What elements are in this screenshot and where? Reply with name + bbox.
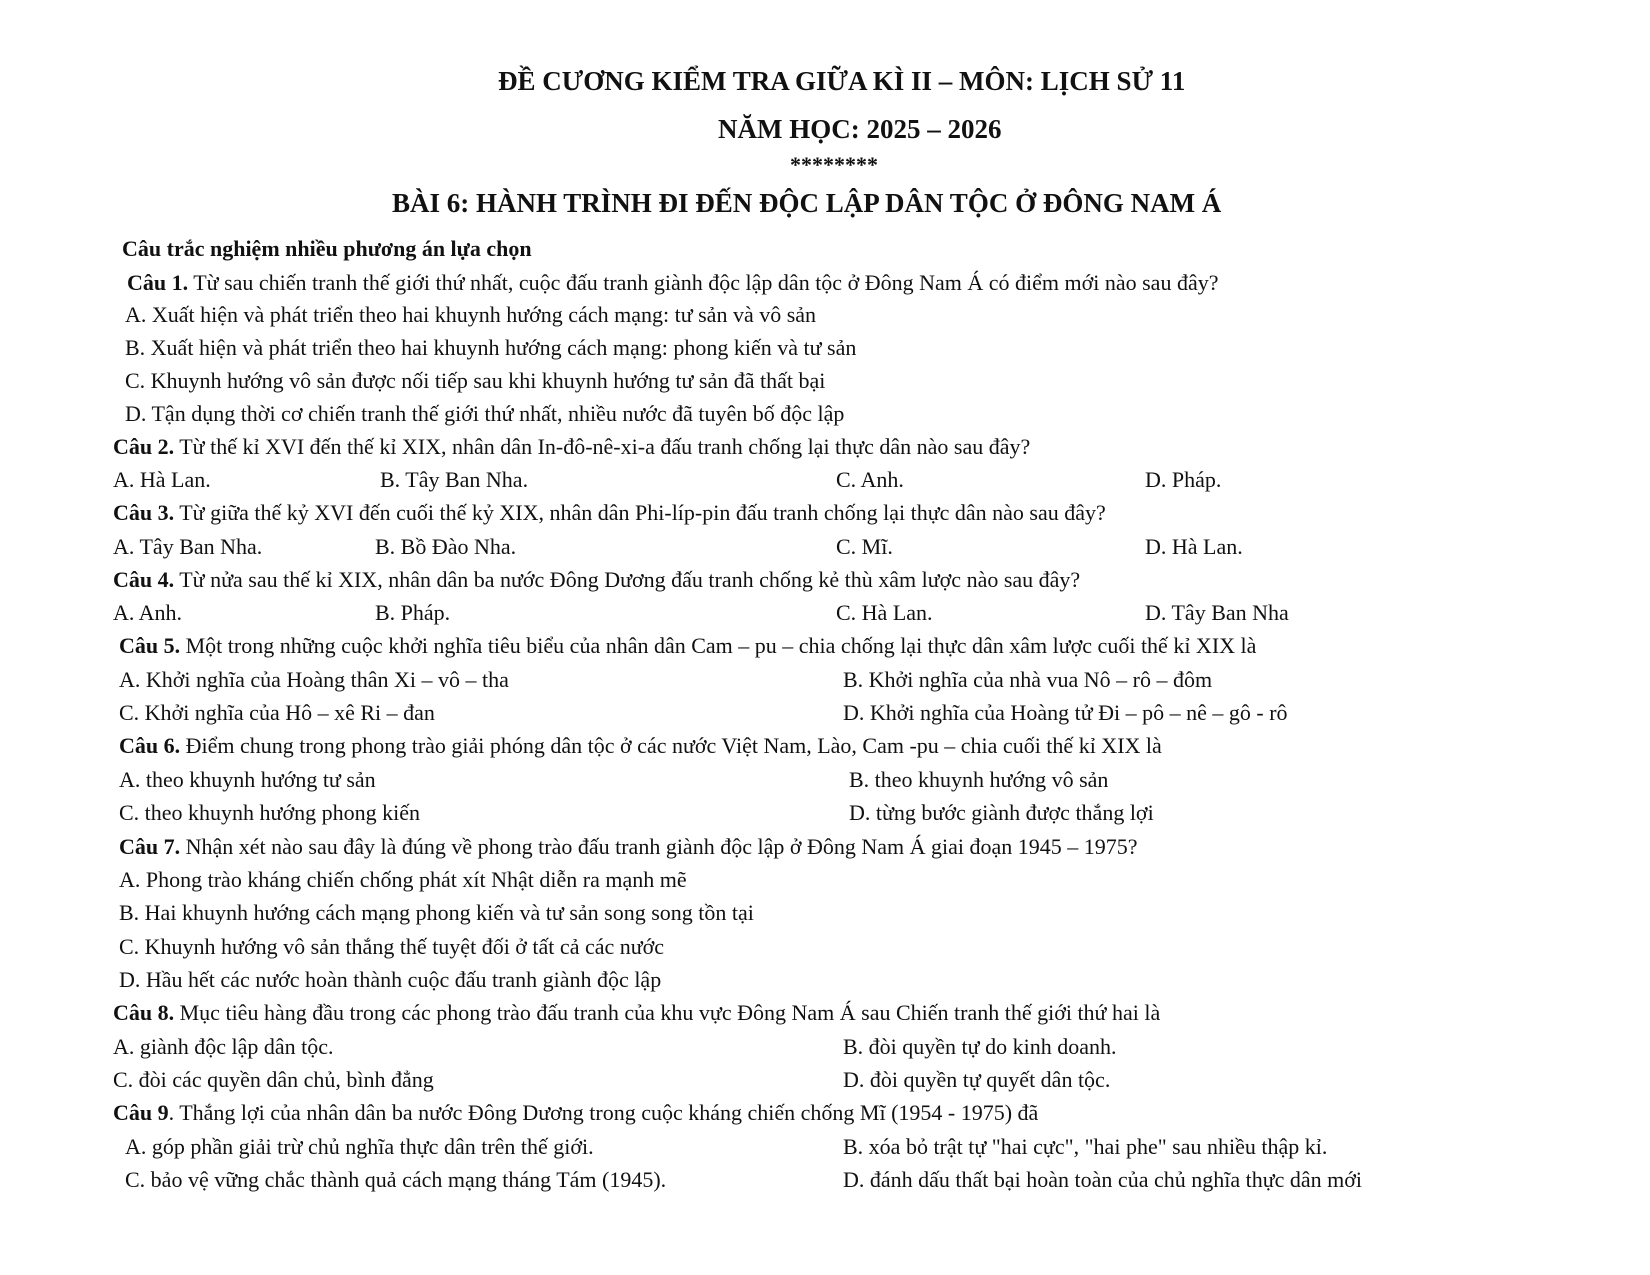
question-5: [119, 633, 1256, 659]
option-2d: D. Pháp.: [1145, 467, 1222, 492]
option-4c: C. Hà Lan.: [836, 600, 933, 625]
option-9b: B. xóa bỏ trật tự "hai cực", "hai phe" sau nhiều thập kỉ.: [843, 1134, 1328, 1159]
option-7b: B. Hai khuynh hướng cách mạng phong kiến và tư sản song song tồn tại: [119, 900, 754, 925]
lesson-title: BÀI 6: HÀNH TRÌNH ĐI ĐẾN ĐỘC LẬP DÂN TỘC Ở ĐÔNG NAM Á: [392, 188, 1222, 218]
question-9: [113, 1100, 1038, 1126]
option-5c: C. Khởi nghĩa của Hô – xê Ri – đan: [119, 700, 435, 725]
question-label: Câu 5.: [119, 633, 181, 658]
option-1d: D. Tận dụng thời cơ chiến tranh thế giới thứ nhất, nhiều nước đã tuyên bố độc lập: [125, 401, 845, 426]
question-label: Câu 7.: [119, 834, 181, 859]
question-2: [113, 434, 1030, 460]
option-1b: B. Xuất hiện và phát triển theo hai khuynh hướng cách mạng: phong kiến và tư sản: [125, 335, 857, 360]
question-text: Một trong những cuộc khởi nghĩa tiêu biểu của nhân dân Cam – pu – chia chống lại thực dân xâm lược cuối thế kỉ XIX là: [180, 633, 1257, 658]
option-6d: D. từng bước giành được thắng lợi: [849, 800, 1154, 825]
question-6: [119, 733, 1162, 759]
option-8a: A. giành độc lập dân tộc.: [113, 1034, 334, 1059]
option-5d: D. Khởi nghĩa của Hoàng tử Đi – pô – nê – gô - rô: [843, 700, 1288, 725]
question-4: [113, 567, 1080, 593]
section-title: Câu trắc nghiệm nhiều phương án lựa chọn: [122, 236, 532, 261]
option-3b: B. Bồ Đào Nha.: [375, 534, 517, 559]
question-text: Từ giữa thế kỷ XVI đến cuối thế kỷ XIX, nhân dân Phi-líp-pin đấu tranh chống lại thực dân nào sau đây?: [174, 500, 1106, 525]
question-label: Câu 1.: [127, 270, 189, 295]
option-3c: C. Mĩ.: [836, 534, 893, 559]
question-text: Mục tiêu hàng đầu trong các phong trào đấu tranh của khu vực Đông Nam Á sau Chiến tranh thế giới thứ hai là: [174, 1000, 1161, 1025]
question-label: Câu 4.: [113, 567, 175, 592]
option-6a: A. theo khuynh hướng tư sản: [119, 767, 376, 792]
question-label: Câu 6.: [119, 733, 181, 758]
option-1c: C. Khuynh hướng vô sản được nối tiếp sau khi khuynh hướng tư sản đã thất bại: [125, 368, 826, 393]
school-year: NĂM HỌC: 2025 – 2026: [718, 114, 1002, 144]
question-text: Từ thế kỉ XVI đến thế kỉ XIX, nhân dân In-đô-nê-xi-a đấu tranh chống lại thực dân nào sau đây?: [174, 434, 1031, 459]
document-title: ĐỀ CƯƠNG KIỂM TRA GIỮA KÌ II – MÔN: LỊCH SỬ 11: [498, 66, 1186, 96]
option-9c: C. bảo vệ vững chắc thành quả cách mạng tháng Tám (1945).: [125, 1167, 667, 1192]
option-9d: D. đánh dấu thất bại hoàn toàn của chủ nghĩa thực dân mới: [843, 1167, 1363, 1192]
option-5b: B. Khởi nghĩa của nhà vua Nô – rô – đôm: [843, 667, 1213, 692]
question-1: [127, 270, 1218, 296]
question-label: Câu 3.: [113, 500, 175, 525]
question-label: Câu 8.: [113, 1000, 175, 1025]
option-2c: C. Anh.: [836, 467, 904, 492]
question-3: [113, 500, 1106, 526]
question-label: Câu 9: [113, 1100, 169, 1125]
separator-stars: ********: [790, 152, 878, 177]
option-3a: A. Tây Ban Nha.: [113, 534, 263, 559]
option-2a: A. Hà Lan.: [113, 467, 211, 492]
option-9a: A. góp phần giải trừ chủ nghĩa thực dân trên thế giới.: [125, 1134, 594, 1159]
question-label: Câu 2.: [113, 434, 175, 459]
question-text: Nhận xét nào sau đây là đúng về phong trào đấu tranh giành độc lập ở Đông Nam Á giai đoạn 1945 – 1975?: [180, 834, 1138, 859]
question-8: [113, 1000, 1160, 1026]
question-text: Từ sau chiến tranh thế giới thứ nhất, cuộc đấu tranh giành độc lập dân tộc ở Đông Nam Á có điểm mới nào sau đây?: [188, 270, 1219, 295]
option-8d: D. đòi quyền tự quyết dân tộc.: [843, 1067, 1111, 1092]
question-text: Từ nửa sau thế kỉ XIX, nhân dân ba nước Đông Dương đấu tranh chống kẻ thù xâm lược nào sau đây?: [174, 567, 1081, 592]
question-7: [119, 834, 1138, 860]
option-8c: C. đòi các quyền dân chủ, bình đẳng: [113, 1067, 434, 1092]
question-text: . Thắng lợi của nhân dân ba nước Đông Dương trong cuộc kháng chiến chống Mĩ (1954 - 1975) đã: [168, 1100, 1039, 1125]
option-1a: A. Xuất hiện và phát triển theo hai khuynh hướng cách mạng: tư sản và vô sản: [125, 302, 817, 327]
option-2b: B. Tây Ban Nha.: [380, 467, 529, 492]
option-7c: C. Khuynh hướng vô sản thắng thế tuyệt đối ở tất cả các nước: [119, 934, 665, 959]
option-5a: A. Khởi nghĩa của Hoàng thân Xi – vô – tha: [119, 667, 509, 692]
option-7a: A. Phong trào kháng chiến chống phát xít Nhật diễn ra mạnh mẽ: [119, 867, 687, 892]
option-4d: D. Tây Ban Nha: [1145, 600, 1289, 625]
option-8b: B. đòi quyền tự do kinh doanh.: [843, 1034, 1117, 1059]
option-6b: B. theo khuynh hướng vô sản: [849, 767, 1109, 792]
option-6c: C. theo khuynh hướng phong kiến: [119, 800, 420, 825]
option-4b: B. Pháp.: [375, 600, 451, 625]
option-3d: D. Hà Lan.: [1145, 534, 1243, 559]
option-7d: D. Hầu hết các nước hoàn thành cuộc đấu tranh giành độc lập: [119, 967, 662, 992]
option-4a: A. Anh.: [113, 600, 183, 625]
question-text: Điểm chung trong phong trào giải phóng dân tộc ở các nước Việt Nam, Lào, Cam -pu – chia cuối thế kỉ XIX là: [180, 733, 1162, 758]
